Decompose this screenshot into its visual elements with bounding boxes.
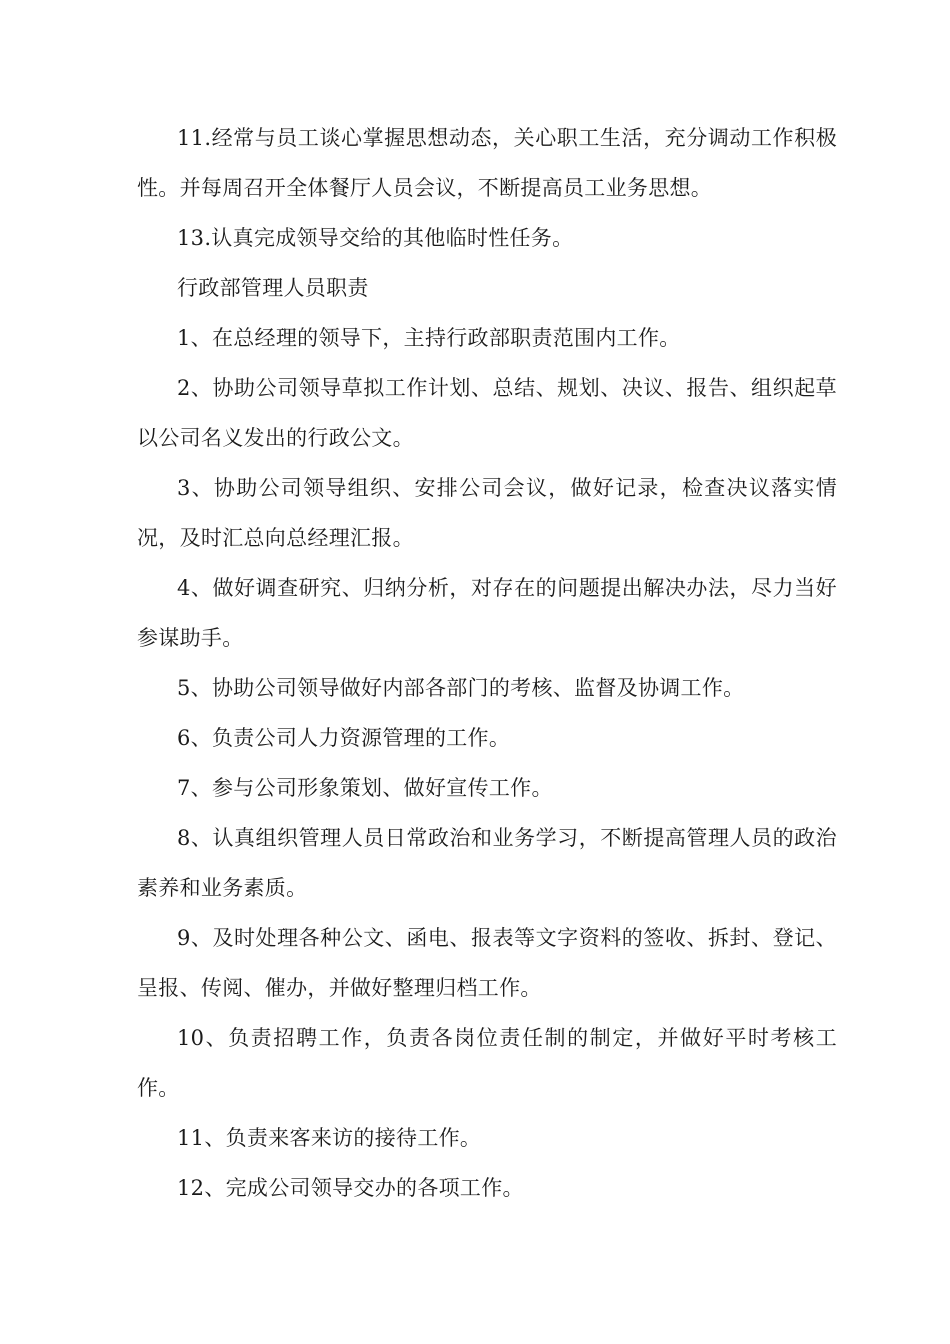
duty-item-12: 12、完成公司领导交办的各项工作。: [177, 1176, 524, 1200]
duty-item-9: 9、及时处理各种公文、函电、报表等文字资料的签收、拆封、登记、呈报、传阅、催办，并做好整理归档工作。: [137, 926, 837, 1000]
duty-item-3: 3、协助公司领导组织、安排公司会议，做好记录，检查决议落实情况，及时汇总向总经理汇报。: [137, 476, 837, 550]
paragraph-item-11: 11.经常与员工谈心掌握思想动态，关心职工生活，充分调动工作积极性。并每周召开全体餐厅人员会议，不断提高员工业务思想。: [137, 126, 837, 200]
duty-item-2: 2、协助公司领导草拟工作计划、总结、规划、决议、报告、组织起草以公司名义发出的行政公文。: [137, 376, 837, 450]
paragraph-item-13: 13.认真完成领导交给的其他临时性任务。: [177, 226, 574, 250]
duty-item-10: 10、负责招聘工作，负责各岗位责任制的制定，并做好平时考核工作。: [137, 1026, 837, 1100]
duty-item-11: 11、负责来客来访的接待工作。: [177, 1126, 482, 1150]
duty-item-5: 5、协助公司领导做好内部各部门的考核、监督及协调工作。: [177, 676, 745, 700]
section-heading: 行政部管理人员职责: [177, 276, 369, 300]
duty-item-6: 6、负责公司人力资源管理的工作。: [177, 726, 511, 750]
duty-item-7: 7、参与公司形象策划、做好宣传工作。: [177, 776, 553, 800]
duty-item-1: 1、在总经理的领导下，主持行政部职责范围内工作。: [177, 326, 681, 350]
document-body: [137, 113, 837, 1213]
duty-item-8: 8、认真组织管理人员日常政治和业务学习，不断提高管理人员的政治素养和业务素质。: [137, 826, 837, 900]
duty-item-4: 4、做好调查研究、归纳分析，对存在的问题提出解决办法，尽力当好参谋助手。: [137, 576, 837, 650]
